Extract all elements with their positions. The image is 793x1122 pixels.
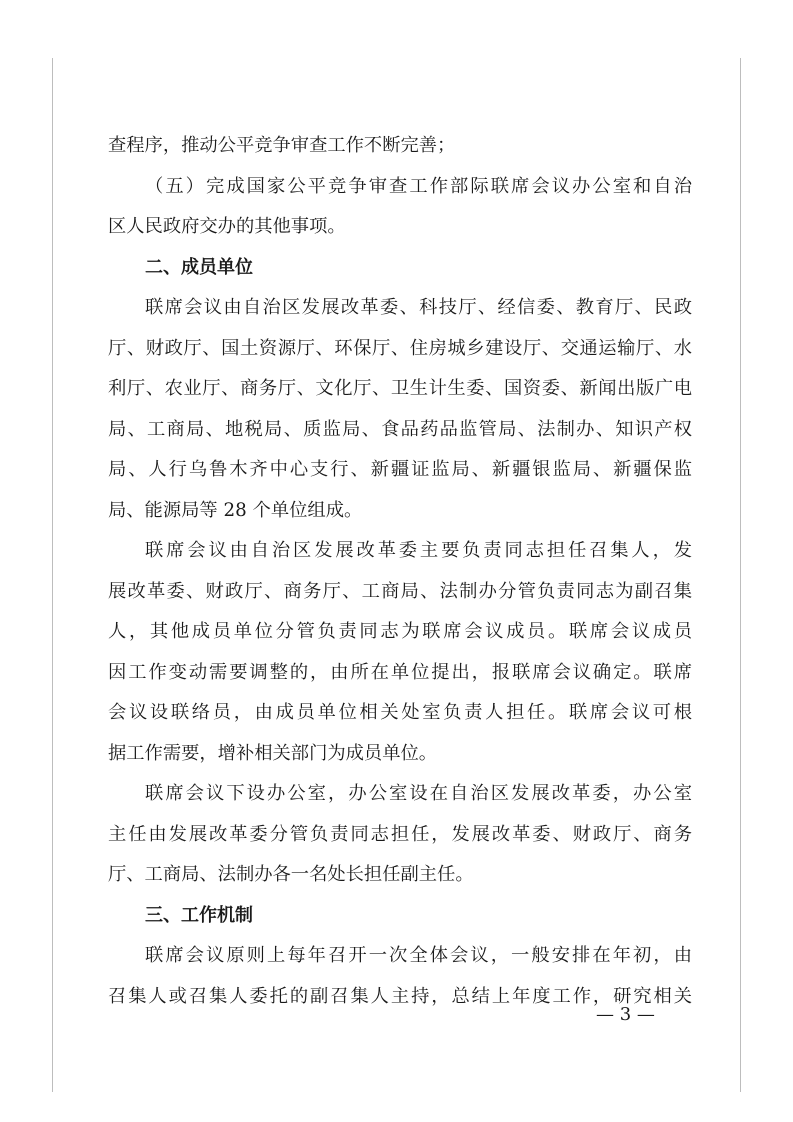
page-number: — 3 — xyxy=(596,1004,655,1025)
paragraph-line: 查程序，推动公平竞争审查工作不断完善； xyxy=(108,135,456,156)
paragraph-line: 联席会议下设办公室，办公室设在自治区发展改革委，办公室 xyxy=(145,783,692,804)
paragraph-line: 人，其他成员单位分管负责同志为联席会议成员。联席会议成员 xyxy=(108,621,692,642)
section-heading: 三、工作机制 xyxy=(145,904,253,926)
paragraph-line: 会议设联络员，由成员单位相关处室负责人担任。联席会议可根 xyxy=(108,702,692,723)
paragraph-line: 局、能源局等 28 个单位组成。 xyxy=(108,499,363,521)
document-body xyxy=(108,126,692,1017)
paragraph-line: 利厅、农业厅、商务厅、文化厅、卫生计生委、国资委、新闻出版广电 xyxy=(108,378,692,399)
paragraph-line: 联席会议由自治区发展改革委主要负责同志担任召集人，发 xyxy=(145,540,692,561)
paragraph-line: 厅、财政厅、国土资源厅、环保厅、住房城乡建设厅、交通运输厅、水 xyxy=(108,337,692,359)
paragraph-line: 联席会议由自治区发展改革委、科技厅、经信委、教育厅、民政 xyxy=(145,297,692,318)
right-margin-rule xyxy=(740,58,741,1092)
paragraph-line: 局、工商局、地税局、质监局、食品药品监管局、法制办、知识产权 xyxy=(108,418,692,440)
paragraph-line: 召集人或召集人委托的副召集人主持，总结上年度工作，研究相关 xyxy=(108,985,692,1007)
paragraph-line: 展改革委、财政厅、商务厅、工商局、法制办分管负责同志为副召集 xyxy=(108,580,692,602)
paragraph-line: 主任由发展改革委分管负责同志担任，发展改革委、财政厅、商务 xyxy=(108,823,692,845)
paragraph-line: 因工作变动需要调整的，由所在单位提出，报联席会议确定。联席 xyxy=(108,661,692,683)
section-heading: 二、成员单位 xyxy=(145,256,253,278)
paragraph-line: 区人民政府交办的其他事项。 xyxy=(108,216,346,237)
paragraph-line: 局、人行乌鲁木齐中心支行、新疆证监局、新疆银监局、新疆保监 xyxy=(108,459,692,480)
paragraph-line: （五）完成国家公平竞争审查工作部际联席会议办公室和自治 xyxy=(145,175,692,197)
paragraph-line: 联席会议原则上每年召开一次全体会议，一般安排在年初，由 xyxy=(145,945,692,966)
paragraph-line: 厅、工商局、法制办各一名处长担任副主任。 xyxy=(108,864,474,885)
paragraph-line: 据工作需要，增补相关部门为成员单位。 xyxy=(108,742,438,764)
left-margin-rule xyxy=(52,58,53,1092)
